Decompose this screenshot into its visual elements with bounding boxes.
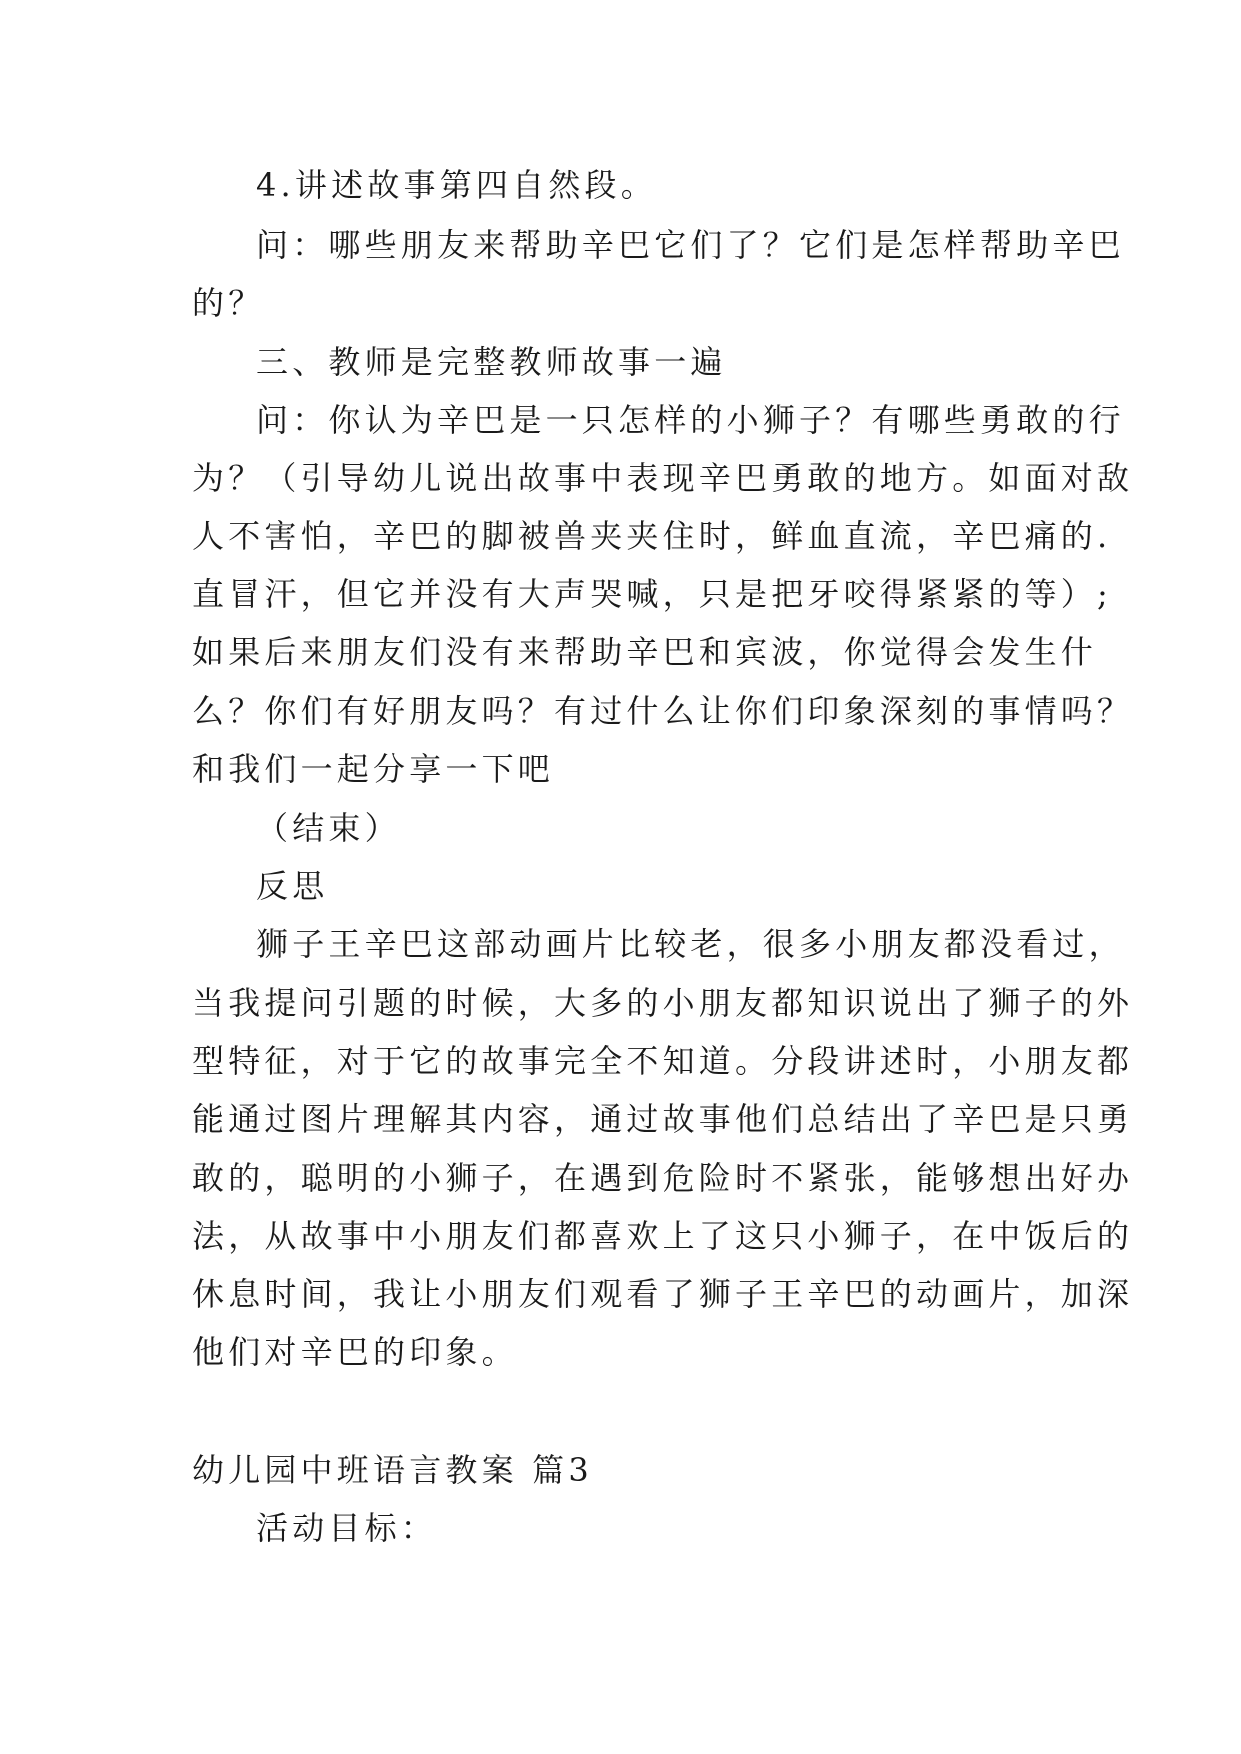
text-line: 4.讲述故事第四自然段。 <box>256 166 657 204</box>
text-line: 他们对辛巴的印象。 <box>192 1333 518 1371</box>
text-line: 么？你们有好朋友吗？有过什么让你们印象深刻的事情吗？ <box>192 692 1134 730</box>
text-line: 能通过图片理解其内容，通过故事他们总结出了辛巴是只勇 <box>192 1100 1134 1138</box>
text-line: 法，从故事中小朋友们都喜欢上了这只小狮子，在中饭后的 <box>192 1217 1134 1255</box>
text-line: 型特征，对于它的故事完全不知道。分段讲述时，小朋友都 <box>192 1042 1134 1080</box>
text-line: 敢的，聪明的小狮子，在遇到危险时不紧张，能够想出好办 <box>192 1159 1134 1197</box>
section-title: 幼儿园中班语言教案 篇3 <box>192 1451 593 1489</box>
text-line: （结束） <box>256 809 401 847</box>
text-line: 狮子王辛巴这部动画片比较老，很多小朋友都没看过， <box>256 925 1125 963</box>
text-line: 休息时间，我让小朋友们观看了狮子王辛巴的动画片，加深 <box>192 1275 1134 1313</box>
text-line: 问：你认为辛巴是一只怎样的小狮子？有哪些勇敢的行 <box>256 401 1125 439</box>
text-line: 当我提问引题的时候，大多的小朋友都知识说出了狮子的外 <box>192 984 1134 1022</box>
text-line: 的？ <box>192 284 265 322</box>
section-heading: 反思 <box>256 867 329 905</box>
text-line: 问：哪些朋友来帮助辛巴它们了？它们是怎样帮助辛巴 <box>256 226 1125 264</box>
text-line: 直冒汗，但它并没有大声哭喊，只是把牙咬得紧紧的等）; <box>192 575 1112 613</box>
text-line: 为？（引导幼儿说出故事中表现辛巴勇敢的地方。如面对敌 <box>192 459 1134 497</box>
text-line: 活动目标： <box>256 1509 438 1547</box>
section-heading: 三、教师是完整教师故事一遍 <box>256 343 727 381</box>
text-line: 人不害怕，辛巴的脚被兽夹夹住时，鲜血直流，辛巴痛的. <box>192 517 1112 555</box>
text-line: 和我们一起分享一下吧 <box>192 750 555 788</box>
text-line: 如果后来朋友们没有来帮助辛巴和宾波，你觉得会发生什 <box>192 633 1098 671</box>
